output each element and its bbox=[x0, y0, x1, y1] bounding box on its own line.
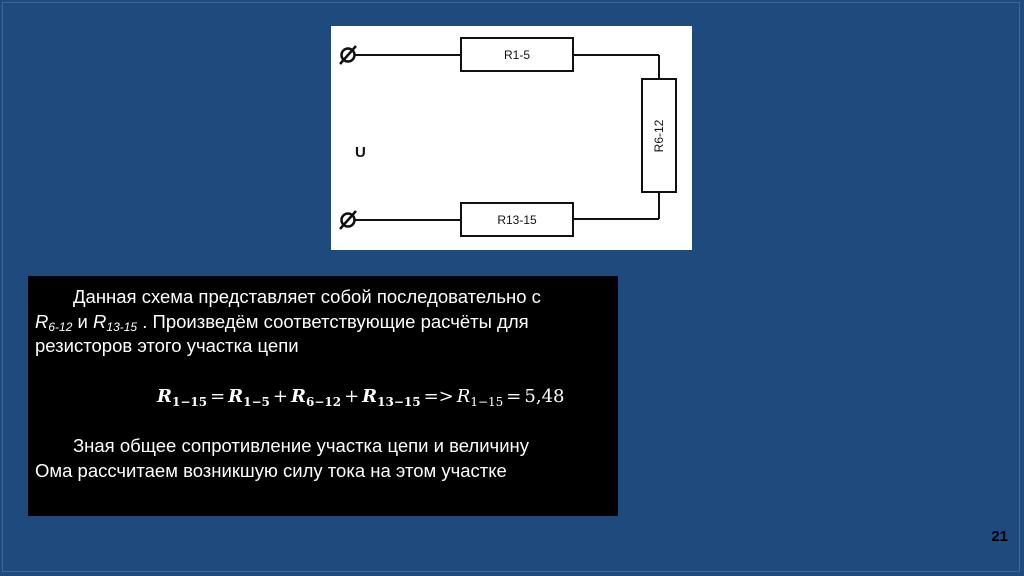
formula-operator: + bbox=[344, 386, 360, 407]
formula-sub: 13−15 bbox=[377, 395, 421, 409]
formula-sub: 1−15 bbox=[171, 395, 208, 409]
formula-operator: + bbox=[272, 386, 288, 407]
formula-sub: 1−15 bbox=[470, 395, 504, 409]
symbol-sub: 6-12 bbox=[48, 320, 73, 334]
formula-operator: = bbox=[210, 386, 226, 407]
resistor-label: R1-5 bbox=[503, 48, 531, 62]
resistor-r6-12 bbox=[642, 79, 676, 192]
formula-sub: 6−12 bbox=[305, 395, 342, 409]
paragraph-2-line-2: Ома рассчитаем возникшую силу тока на этом участке bbox=[35, 460, 507, 481]
formula-term: R bbox=[456, 386, 471, 407]
conjunction: и bbox=[72, 311, 94, 332]
paragraph-1-line-2 bbox=[35, 311, 529, 338]
paragraph-2-line-1: Зная общее сопротивление участка цепи и величину bbox=[73, 435, 529, 456]
formula-term: R bbox=[228, 386, 244, 407]
line-text: . Произведём соответствующие расчёты для bbox=[137, 311, 529, 332]
paragraph-1-line-1: Данная схема представляет собой последовательно с bbox=[73, 286, 541, 307]
page-number: 21 bbox=[991, 528, 1008, 545]
symbol-sub: 13-15 bbox=[106, 320, 138, 334]
circuit-svg bbox=[331, 26, 692, 250]
resistor-label: R13-15 bbox=[497, 213, 537, 227]
terminal-bottom-icon bbox=[340, 211, 356, 229]
formula-term: R bbox=[362, 386, 378, 407]
circuit-wires bbox=[355, 55, 659, 220]
text-panel bbox=[28, 276, 618, 516]
terminal-top-icon bbox=[340, 46, 356, 64]
resistor-r13-15 bbox=[461, 203, 573, 236]
paragraph-1-line-3: резисторов этого участка цепи bbox=[35, 335, 299, 356]
formula-value: 5,48 bbox=[524, 386, 565, 407]
circuit-diagram bbox=[331, 26, 692, 250]
formula-operator: = bbox=[506, 386, 522, 407]
symbol-r: R bbox=[93, 311, 107, 332]
formula-term: R bbox=[157, 386, 172, 407]
resistor-r1-5 bbox=[461, 38, 573, 71]
formula bbox=[157, 386, 564, 413]
formula-sub: 1−5 bbox=[243, 395, 270, 409]
voltage-label: U bbox=[355, 144, 366, 161]
resistor-label: R6-12 bbox=[652, 119, 666, 153]
symbol-r: R bbox=[35, 311, 49, 332]
formula-term: R bbox=[291, 386, 306, 407]
formula-operator: => bbox=[423, 386, 454, 407]
